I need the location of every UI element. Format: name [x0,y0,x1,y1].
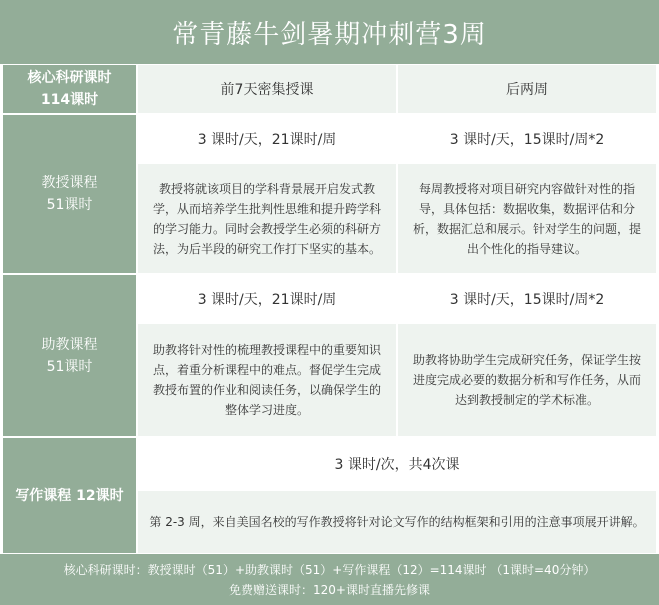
assistant-rate-last-two-weeks: 3 课时/天，15课时/周*2 [398,275,656,324]
footer-line1: 核心科研课时：教授课时（51）+助教课时（51）+写作课程（12）=114课时 （1课时=40分钟） [63,562,596,577]
professor-rate-last-two-weeks: 3 课时/天，15课时/周*2 [398,115,656,164]
professor-rate-first-week: 3 课时/天，21课时/周 [138,115,396,164]
assistant-desc-last-two-weeks: 助教将协助学生完成研究任务，保证学生按进度完成必要的数据分析和写作任务，从而达到教授制定的学术标准。 [398,324,656,436]
assistant-last-two-weeks-cell [397,274,657,437]
professor-desc-first-week: 教授将就该项目的学科背景展开启发式教学，从而培养学生批判性思维和提升跨学科的学习能力。同时会教授学生必须的科研方法，为后半段的研究工作打下坚实的基本。 [138,164,396,273]
assistant-first-week-cell [137,274,397,437]
page-title: 常青藤牛剑暑期冲刺营3周 [0,0,659,64]
header-row-label [2,64,137,114]
professor-label-line1: 教授课程 [41,175,98,191]
writing-cell [137,437,657,554]
assistant-label-line2: 51课时 [46,358,93,375]
header-label-line2: 114课时 [40,92,99,108]
header-label-line1: 核心科研课时 [27,70,112,86]
footer-line2: 免费赠送课时：120+课时直播先修课 [229,582,430,597]
column-header-first-week: 前7天密集授课 [137,64,397,114]
row-label-assistant [2,274,137,437]
schedule-table [2,64,657,554]
writing-label: 写作课程 12课时 [15,487,124,504]
professor-desc-last-two-weeks: 每周教授将对项目研究内容做针对性的指导，具体包括：数据收集，数据评估和分析，数据汇总和展示。针对学生的问题，提出个性化的指导建议。 [398,164,656,273]
footer-summary [0,554,659,605]
row-label-professor [2,114,137,274]
writing-rate: 3 课时/次，共4次课 [138,438,656,491]
assistant-rate-first-week: 3 课时/天，21课时/周 [138,275,396,324]
professor-last-two-weeks-cell [397,114,657,274]
row-label-writing [2,437,137,554]
professor-first-week-cell [137,114,397,274]
assistant-desc-first-week: 助教将针对性的梳理教授课程中的重要知识点，着重分析课程中的难点。督促学生完成教授布置的作业和阅读任务，以确保学生的整体学习进度。 [138,324,396,436]
writing-desc: 第 2-3 周，来自美国名校的写作教授将针对论文写作的结构框架和引用的注意事项展开讲解。 [138,491,656,553]
assistant-label-line1: 助教课程 [41,336,98,353]
column-header-last-two-weeks: 后两周 [397,64,657,114]
professor-label-line2: 51课时 [46,197,93,213]
